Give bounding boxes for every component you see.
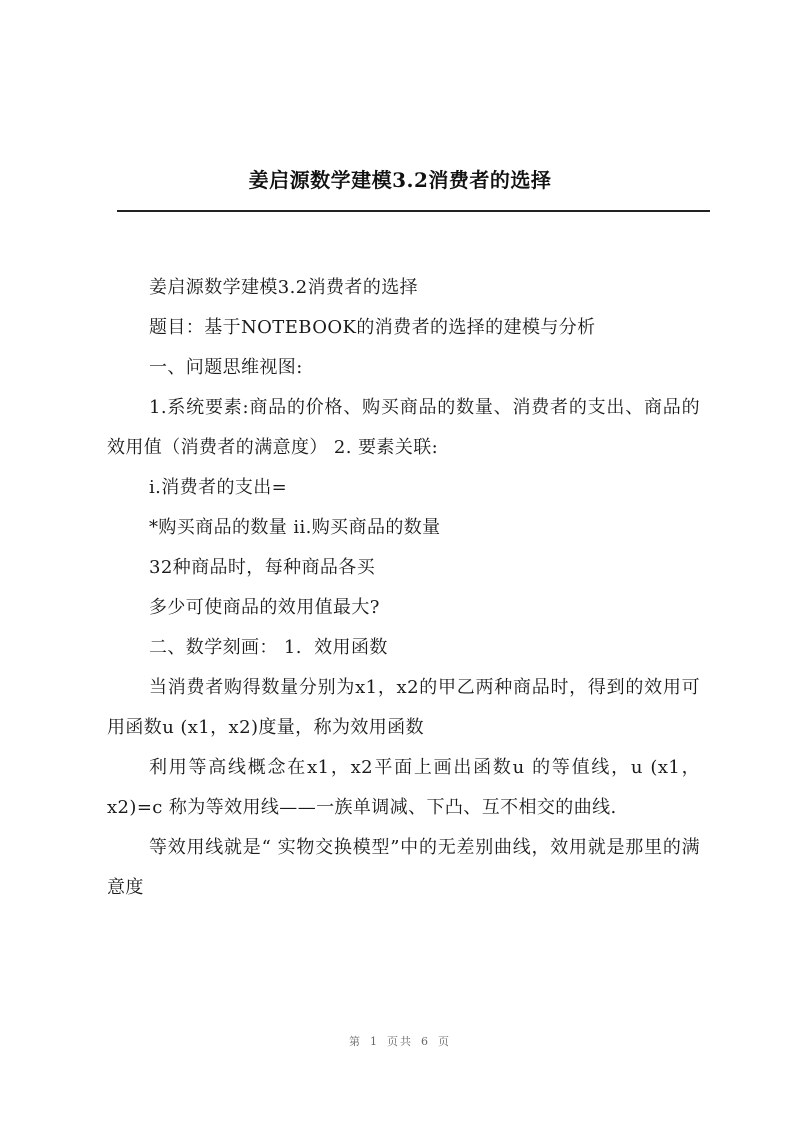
paragraph: 1.系统要素:商品的价格、购买商品的数量、消费者的支出、商品的效用值（消费者的满意度） 2. 要素关联: [107,397,700,458]
paragraph: 二、数学刻画： 1. 效用函数 [149,637,388,658]
paragraph: 姜启源数学建模3.2消费者的选择 [149,277,419,298]
paragraph: 等效用线就是“ 实物交换模型”中的无差别曲线，效用就是那里的满意度 [107,837,700,898]
paragraph: *购买商品的数量 ii.购买商品的数量 [149,517,441,538]
footer-total-pages: 6 [421,1035,430,1048]
paragraph: 一、问题思维视图: [149,357,303,378]
paragraph: 多少可使商品的效用值最大? [149,597,380,618]
footer-label-end: 页 [438,1035,451,1048]
document-body [107,268,700,908]
paragraph: 当消费者购得数量分别为x1，x2的甲乙两种商品时，得到的效用可用函数u (x1，x2)度量，称为效用函数 [107,677,700,738]
page-footer [0,1033,800,1049]
paragraph: 32种商品时，每种商品各买 [149,557,376,578]
paragraph: 利用等高线概念在x1，x2平面上画出函数u 的等值线，u (x1，x2)=c 称为等效用线——一族单调减、下凸、互不相交的曲线. [107,757,700,818]
footer-label-of: 页共 [387,1035,413,1048]
document-title: 姜启源数学建模3.2消费者的选择 [248,168,552,192]
title-underline [117,210,710,212]
paragraph: 题目：基于NOTEBOOK的消费者的选择的建模与分析 [149,317,596,338]
footer-page-number: 1 [370,1035,379,1048]
paragraph: i.消费者的支出= [149,477,288,498]
footer-label-page: 第 [349,1035,362,1048]
